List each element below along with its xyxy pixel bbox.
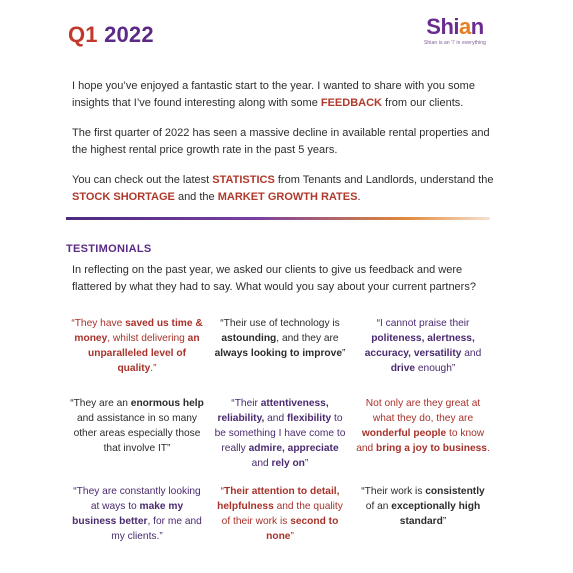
t4-part: “They are an [70,398,131,409]
t7-part: , for me and my clients.” [111,516,202,542]
intro-p1-text: I hope you’ve enjoyed a fantastic start to the year. I wanted to share with you some insights that I’ve found interesting along with some [72,80,475,109]
section-divider [66,217,490,220]
title-year: 2022 [104,22,154,47]
t4-part: and assistance in so many other areas especially those that involve IT” [73,413,201,454]
t5-part: to be something I have come to really [214,413,346,454]
t3-emph: drive [390,363,416,374]
t2-part: “Their use of technology is [220,318,340,329]
t5-emph: attentiveness, reliability, [217,398,329,424]
t9-emph: consistently [425,486,485,497]
t6-emph: wonderful people [361,428,447,439]
stock-shortage-highlight: STOCK SHORTAGE [72,190,175,203]
testimonials-intro: In reflecting on the past year, we asked our clients to give us feedback and were flattered by what they had to say. What would you say about your current partners? [72,264,476,293]
t3-part: enough” [415,363,456,374]
testimonial-1 [66,316,208,396]
testimonial-3 [352,316,494,396]
market-growth-highlight: MARKET GROWTH RATES [217,190,358,203]
intro-p1-text-end: from our clients. [382,96,464,109]
t6-emph: bring a joy to business [376,443,487,454]
testimonial-5 [209,396,351,484]
t3-part: “I cannot praise their [376,318,470,329]
t8-part: and the quality of their work is [221,501,343,527]
testimonial-9 [352,484,494,554]
page-title [68,22,154,48]
t8-part: “ [220,486,224,497]
t9-part: ” [442,516,447,527]
t1-part: .” [150,363,157,374]
t1-emph: an unparalleled level of quality [88,333,200,374]
t1-part: , whilst delivering [107,333,188,344]
testimonial-7 [66,484,208,554]
t1-part: “They have [71,318,126,329]
intro-paragraph-3 [72,172,497,205]
intro-paragraph-1 [72,78,497,111]
t3-part: and [461,348,482,359]
logo-tagline: Shian is an 'I' in everything [423,40,487,46]
intro-text [72,78,497,219]
t5-part: and [264,413,287,424]
t8-emph: second to none [266,516,339,542]
logo-text-accent: a [459,14,471,39]
logo-wordmark [415,16,495,38]
t5-part: and [251,458,272,469]
t5-emph: flexibility [286,413,332,424]
t7-emph: make my business better [72,501,184,527]
feedback-highlight: FEEDBACK [320,96,382,109]
intro-p3-text: You can check out the latest [72,174,213,186]
t2-emph: astounding [221,333,277,344]
t2-emph: always looking to improve [214,348,342,359]
testimonial-8 [209,484,351,554]
t3-emph: politeness, alertness, accuracy, versatility [364,333,475,359]
company-logo [415,16,495,46]
statistics-highlight: STATISTICS [212,174,275,186]
intro-paragraph-2: The first quarter of 2022 has seen a massive decline in available rental properties and the highest rental price growth rate in the past 5 years. [72,127,490,156]
intro-p3-text-3: and the [174,190,218,203]
t6-part: . [486,443,490,454]
t9-emph: exceptionally high standard [391,501,481,527]
testimonial-6 [352,396,494,484]
testimonial-2 [209,316,351,396]
t1-emph: saved us time & money [74,318,203,344]
t7-part: “They are constantly looking at ways to [73,486,201,512]
t6-part: to know and [356,428,485,454]
testimonials-heading: TESTIMONIALS [66,243,152,255]
title-quarter: Q1 [68,22,98,47]
t2-part: , and they are [276,333,339,344]
logo-text-main: Shi [426,14,460,39]
t8-part: ” [290,531,294,542]
t8-emph: Their attention to detail, helpfulness [217,486,340,512]
t5-part: ” [304,458,309,469]
t6-part: Not only are they great at what they do, they are [365,398,481,424]
t9-part: “Their work is [361,486,426,497]
testimonials-grid [66,316,494,554]
t4-emph: enormous help [130,398,204,409]
t5-emph: rely on [271,458,305,469]
intro-p3-text-2: from Tenants and Landlords, understand the [274,174,494,186]
logo-text-end: n [470,14,484,39]
intro-p3-text-end: . [357,190,361,203]
t5-part: “Their [231,398,261,409]
t9-part: of an [365,501,392,512]
t2-part: ” [341,348,346,359]
testimonial-4 [66,396,208,484]
t5-emph: admire, appreciate [248,443,339,454]
